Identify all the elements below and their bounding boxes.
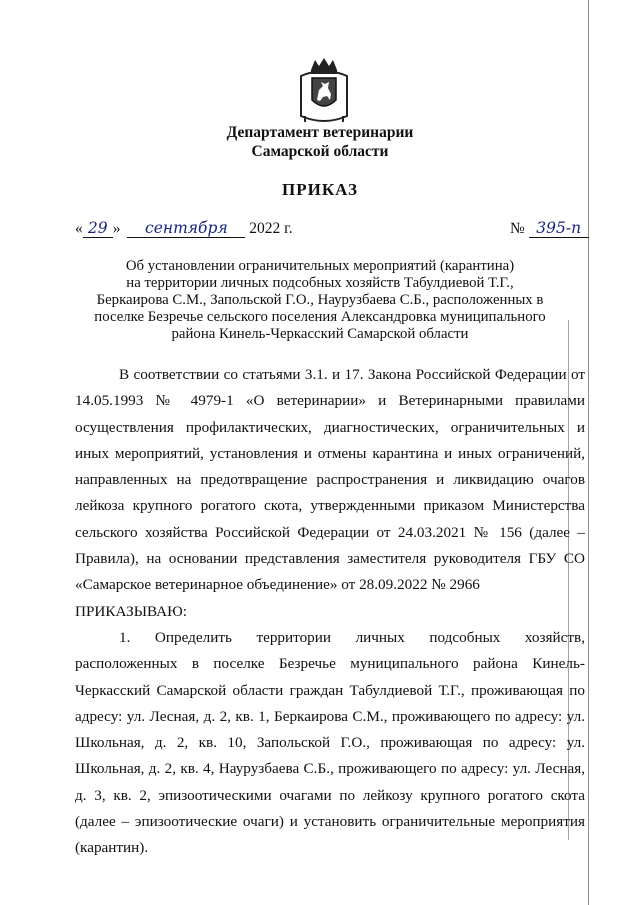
order-body <box>75 362 585 862</box>
item-1-paragraph: 1. Определить территории личных подсобных хозяйств, расположенных в поселке Безречье муниципального района Кинель-Черкасский Самарской области граждан Табулдиевой Т.Г., проживающая по адресу: ул. Лесная, д. 2, кв. 1, Беркаирова С.М., проживающего по адресу: ул. Школьная, д. 2, кв. 10, Запольской Г.О., проживающая по адресу: ул. Школьная, д. 2, кв. 4, Наурузбаева С.Б., проживающего по адресу: ул. Лесная, д. 3, кв. 2, эпизоотическими очагами по лейкозу крупного рогатого скота (далее – эпизоотические очаги) и установить ограничительные мероприятия (карантин). <box>75 628 585 857</box>
date-close-quote: » <box>112 220 121 237</box>
number-prefix: № <box>510 220 525 237</box>
order-word: ПРИКАЗЫВАЮ: <box>75 602 187 620</box>
subject-line: поселке Безречье сельского поселения Александровка муниципального <box>94 309 546 325</box>
date-month: сентября <box>127 219 245 238</box>
subject-line: Об установлении ограничительных мероприятий (карантина) <box>125 258 515 274</box>
subject-line: Беркаирова С.М., Запольской Г.О., Наурузбаева С.Б., расположенных в <box>96 292 544 308</box>
order-subject <box>0 258 640 343</box>
date-year: 2022 г. <box>249 220 293 237</box>
number-value: 395-п <box>529 219 589 238</box>
date-day: 29 <box>83 219 113 238</box>
order-date <box>75 219 293 238</box>
department-name-line1: Департамент ветеринарии <box>226 124 414 141</box>
subject-line: района Кинель-Черкасский Самарской области <box>171 326 469 342</box>
scan-edge-line <box>588 0 589 905</box>
scan-fold-line <box>568 320 569 840</box>
samara-coat-of-arms-icon <box>297 56 351 124</box>
department-name-line2: Самарской области <box>251 143 389 160</box>
preamble-paragraph: В соответствии со статьями 3.1. и 17. Закона Российской Федерации от 14.05.1993 № 4979-1 «О ветеринарии» и Ветеринарными правилами осуществления профилактических, диагностических, ограничительных и иных мероприятий, установления и отмены карантина и иных ограничений, направленных на предотвращение распространения и ликвидацию очагов лейкоза крупного рогатого скота, утвержденными приказом Министерства сельского хозяйства Российской Федерации от 24.03.2021 № 156 (далее – Правила), на основании представления заместителя руководителя ГБУ СО «Самарское ветеринарное объединение» от 28.09.2022 № 2966 <box>75 366 585 594</box>
date-open-quote: « <box>75 220 83 237</box>
subject-line: на территории личных подсобных хозяйств Табулдиевой Т.Г., <box>126 275 514 291</box>
document-title: ПРИКАЗ <box>282 180 358 199</box>
order-number <box>510 219 589 238</box>
